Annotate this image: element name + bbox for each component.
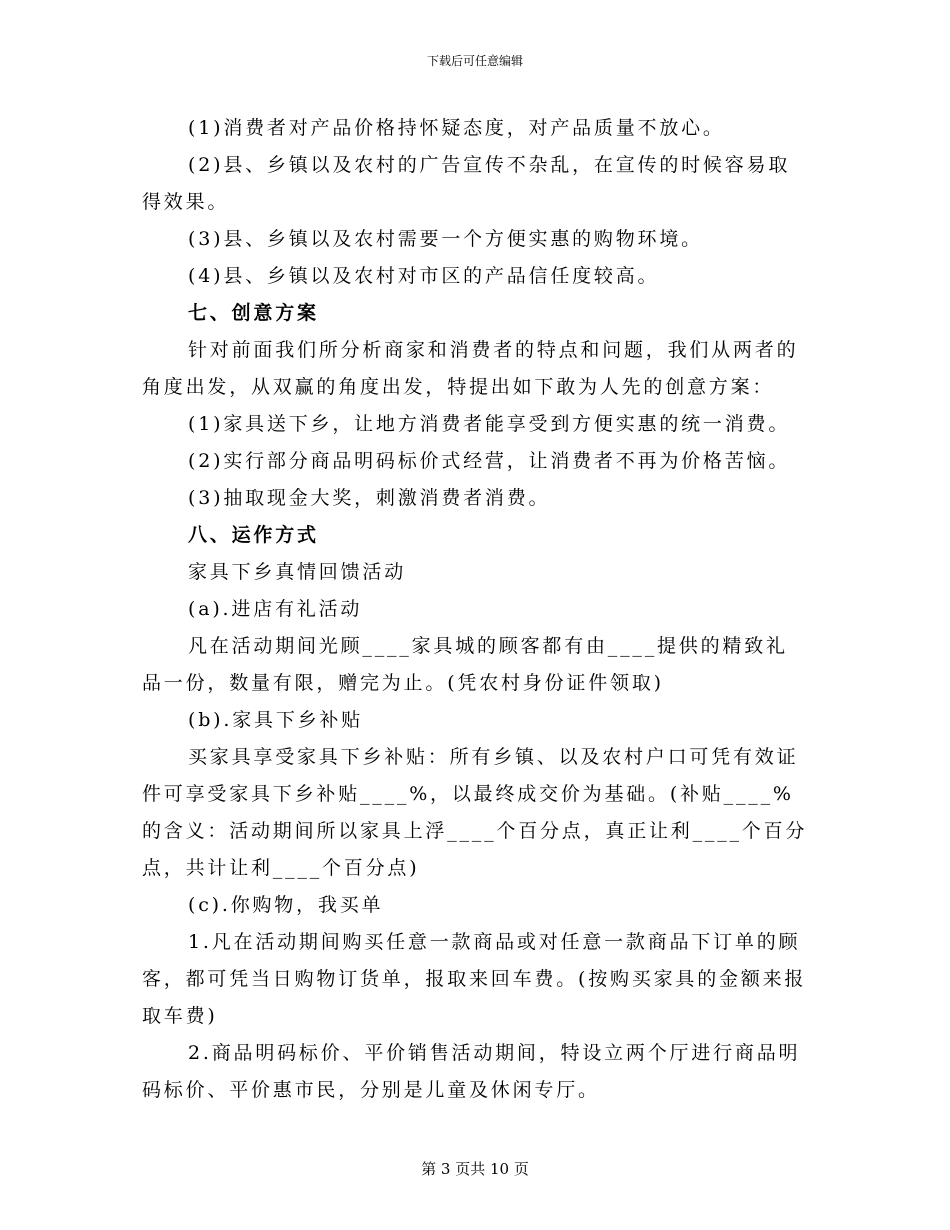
paragraph: (3)县、乡镇以及农村需要一个方便实惠的购物环境。	[188, 228, 703, 250]
paragraph: 家具下乡真情回馈活动	[188, 561, 407, 583]
paragraph: (2)县、乡镇以及农村的广告宣传不杂乱，在宣传的时候容易取得效果。	[142, 154, 791, 213]
paragraph: (b).家具下乡补贴	[188, 709, 364, 731]
paragraph: 1.凡在活动期间购买任意一款商品或对任意一款商品下订单的顾客，都可凭当日购物订货单，报取来回车费。(按购买家具的金额来报取车费)	[142, 931, 807, 1027]
paragraph: 凡在活动期间光顾____家具城的顾客都有由____提供的精致礼品一份，数量有限，赠完为止。(凭农村身份证件领取)	[142, 635, 788, 694]
paragraph: (2)实行部分商品明码标价式经营，让消费者不再为价格苦恼。	[188, 450, 791, 472]
section-heading: 八、运作方式	[188, 524, 319, 546]
page-footer: 第 3 页共 10 页	[421, 1160, 529, 1178]
paragraph: 买家具享受家具下乡补贴：所有乡镇、以及农村户口可凭有效证件可享受家具下乡补贴____%，以最终成交价为基础。(补贴____%的含义：活动期间所以家具上浮____个百分点，真正让利____个百分点，共计让利____个百分点)	[142, 746, 808, 879]
page-header: 下载后可任意编辑	[426, 54, 523, 68]
paragraph: (4)县、乡镇以及农村对市区的产品信任度较高。	[188, 265, 660, 287]
paragraph: (c).你购物，我买单	[188, 894, 384, 916]
paragraph: (3)抽取现金大奖，刺激消费者消费。	[188, 487, 551, 509]
section-heading: 七、创意方案	[188, 302, 319, 324]
paragraph: 2.商品明码标价、平价销售活动期间，特设立两个厅进行商品明码标价、平价惠市民，分别是儿童及休闲专厅。	[142, 1042, 801, 1101]
paragraph: (a).进店有礼活动	[188, 598, 363, 620]
paragraph: (1)家具送下乡，让地方消费者能享受到方便实惠的统一消费。	[188, 413, 791, 435]
document-body	[142, 110, 808, 1109]
paragraph: (1)消费者对产品价格持怀疑态度，对产品质量不放心。	[188, 117, 725, 139]
paragraph: 针对前面我们所分析商家和消费者的特点和问题，我们从两者的角度出发，从双赢的角度出发，特提出如下敢为人先的创意方案：	[142, 339, 799, 398]
